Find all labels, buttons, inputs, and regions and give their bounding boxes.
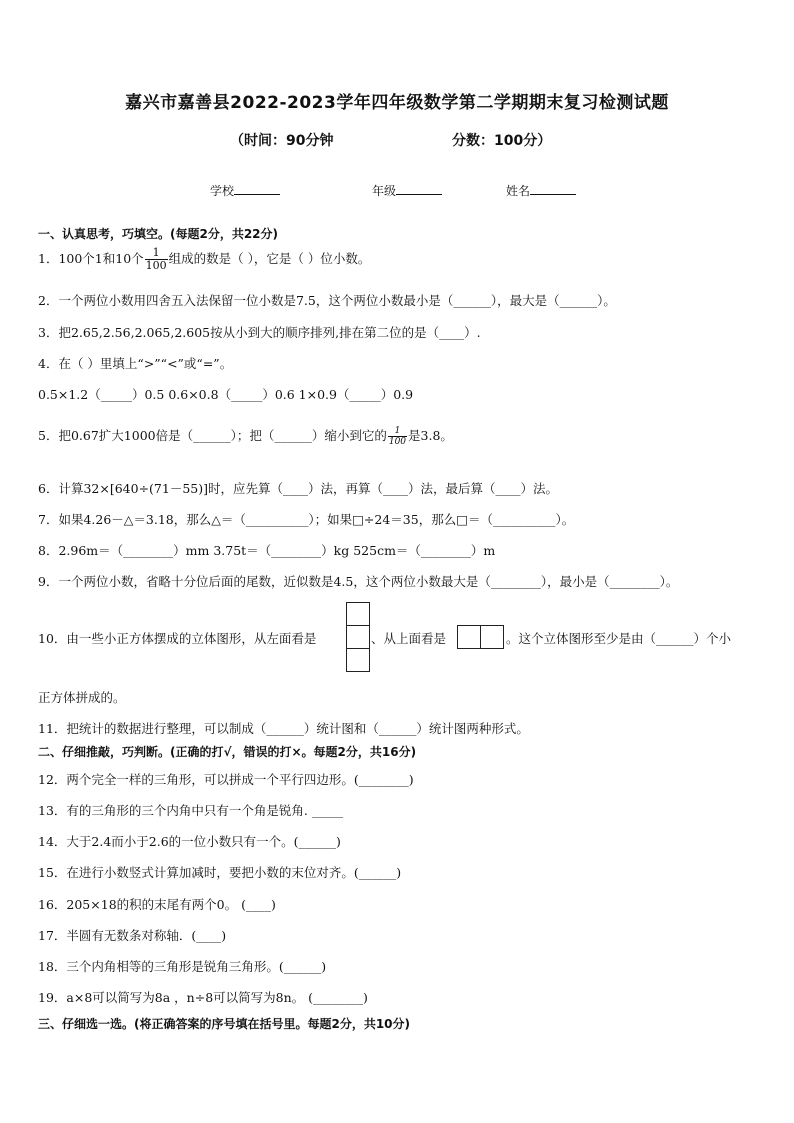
- top-view-left-square: [457, 625, 481, 649]
- question-1-post: 组成的数是（ ），它是（ ）位小数。: [168, 251, 371, 266]
- question-17: 17．半圆有无数条对称轴．(____): [38, 928, 227, 943]
- question-6: 6．计算32×[640÷(71－55)]时，应先算（____）法，再算（____）法，最后算（____）法。: [38, 481, 558, 496]
- left-view-middle-square: [346, 625, 370, 649]
- question-8: 8．2.96m＝（________）mm 3.75t＝（________）kg 525cm＝（________）m: [38, 543, 496, 558]
- question-14: 14．大于2.4而小于2.6的一位小数只有一个。(______): [38, 834, 341, 849]
- fraction-1-100-small: $\frac{1}{100}$: [388, 426, 407, 447]
- section-1-heading: 一、认真思考，巧填空。(每题2分，共22分): [38, 227, 279, 241]
- school-field[interactable]: [210, 182, 280, 199]
- question-9: 9．一个两位小数，省略十分位后面的尾数，近似数是4.5，这个两位小数最大是（________），最小是（________）。: [38, 574, 679, 589]
- school-blank[interactable]: [234, 182, 280, 195]
- question-11: 11．把统计的数据进行整理，可以制成（______）统计图和（______）统计图两种形式。: [38, 721, 529, 736]
- question-7: 7．如果4.26－△＝3.18，那么△＝（__________）；如果□÷24＝35，那么□＝（__________）。: [38, 512, 575, 527]
- name-field[interactable]: [506, 182, 576, 199]
- school-label: 学校: [210, 184, 235, 198]
- question-13: 13．有的三角形的三个内角中只有一个角是锐角. _____: [38, 803, 344, 818]
- page-title: 嘉兴市嘉善县2022-2023学年四年级数学第二学期期末复习检测试题: [125, 93, 669, 113]
- top-view-right-square: [480, 625, 504, 649]
- question-2: 2．一个两位小数用四舍五入法保留一位小数是7.5，这个两位小数最小是（______），最大是（______）。: [38, 293, 616, 308]
- question-1: [38, 247, 370, 272]
- question-1-pre: 1．100个1和10个: [38, 251, 144, 266]
- question-19: 19．a×8可以简写为8a ，n÷8可以简写为8n。 (________): [38, 990, 368, 1005]
- left-view-bottom-square: [346, 648, 370, 672]
- left-view-top-square: [346, 602, 370, 626]
- question-4: 4．在（ ）里填上“>”“<”或“=”。: [38, 356, 233, 371]
- question-10-continuation: 正方体拼成的。: [38, 690, 126, 705]
- exam-time: （时间：90分钟: [230, 133, 334, 149]
- section-3-heading: 三、仔细选一选。(将正确答案的序号填在括号里。每题2分，共10分): [38, 1017, 411, 1031]
- question-10-p3: 。这个立体图形至少是由（______）个小: [506, 631, 732, 646]
- question-18: 18．三个内角相等的三角形是锐角三角形。(______): [38, 959, 327, 974]
- question-5: [38, 426, 453, 447]
- grade-blank[interactable]: [396, 182, 442, 195]
- question-5-post: 是3.8。: [408, 428, 453, 443]
- section-2-heading: 二、仔细推敲，巧判断。(正确的打√，错误的打×。每题2分，共16分): [38, 745, 417, 759]
- question-4-items: 0.5×1.2（_____）0.5 0.6×0.8（_____）0.6 1×0.9（_____）0.9: [38, 387, 414, 402]
- fraction-1-100: $\frac{1}{100}$: [145, 246, 167, 272]
- exam-score: 分数：100分）: [452, 133, 552, 149]
- question-12: 12．两个完全一样的三角形，可以拼成一个平行四边形。(________): [38, 772, 414, 787]
- question-3: 3．把2.65,2.56,2.065,2.605按从小到大的顺序排列,排在第二位的是（____）.: [38, 325, 481, 340]
- name-label: 姓名: [506, 184, 531, 198]
- question-15: 15．在进行小数竖式计算加减时，要把小数的末位对齐。(______): [38, 865, 402, 880]
- question-16: 16．205×18的积的末尾有两个0。 (____): [38, 897, 276, 912]
- name-blank[interactable]: [530, 182, 576, 195]
- question-5-pre: 5．把0.67扩大1000倍是（______）；把（______）缩小到它的: [38, 428, 387, 443]
- grade-field[interactable]: [372, 182, 442, 199]
- question-10-p2: 、从上面看是: [371, 631, 447, 646]
- question-10-p1: 10．由一些小正方体摆成的立体图形，从左面看是: [38, 631, 317, 646]
- grade-label: 年级: [372, 184, 397, 198]
